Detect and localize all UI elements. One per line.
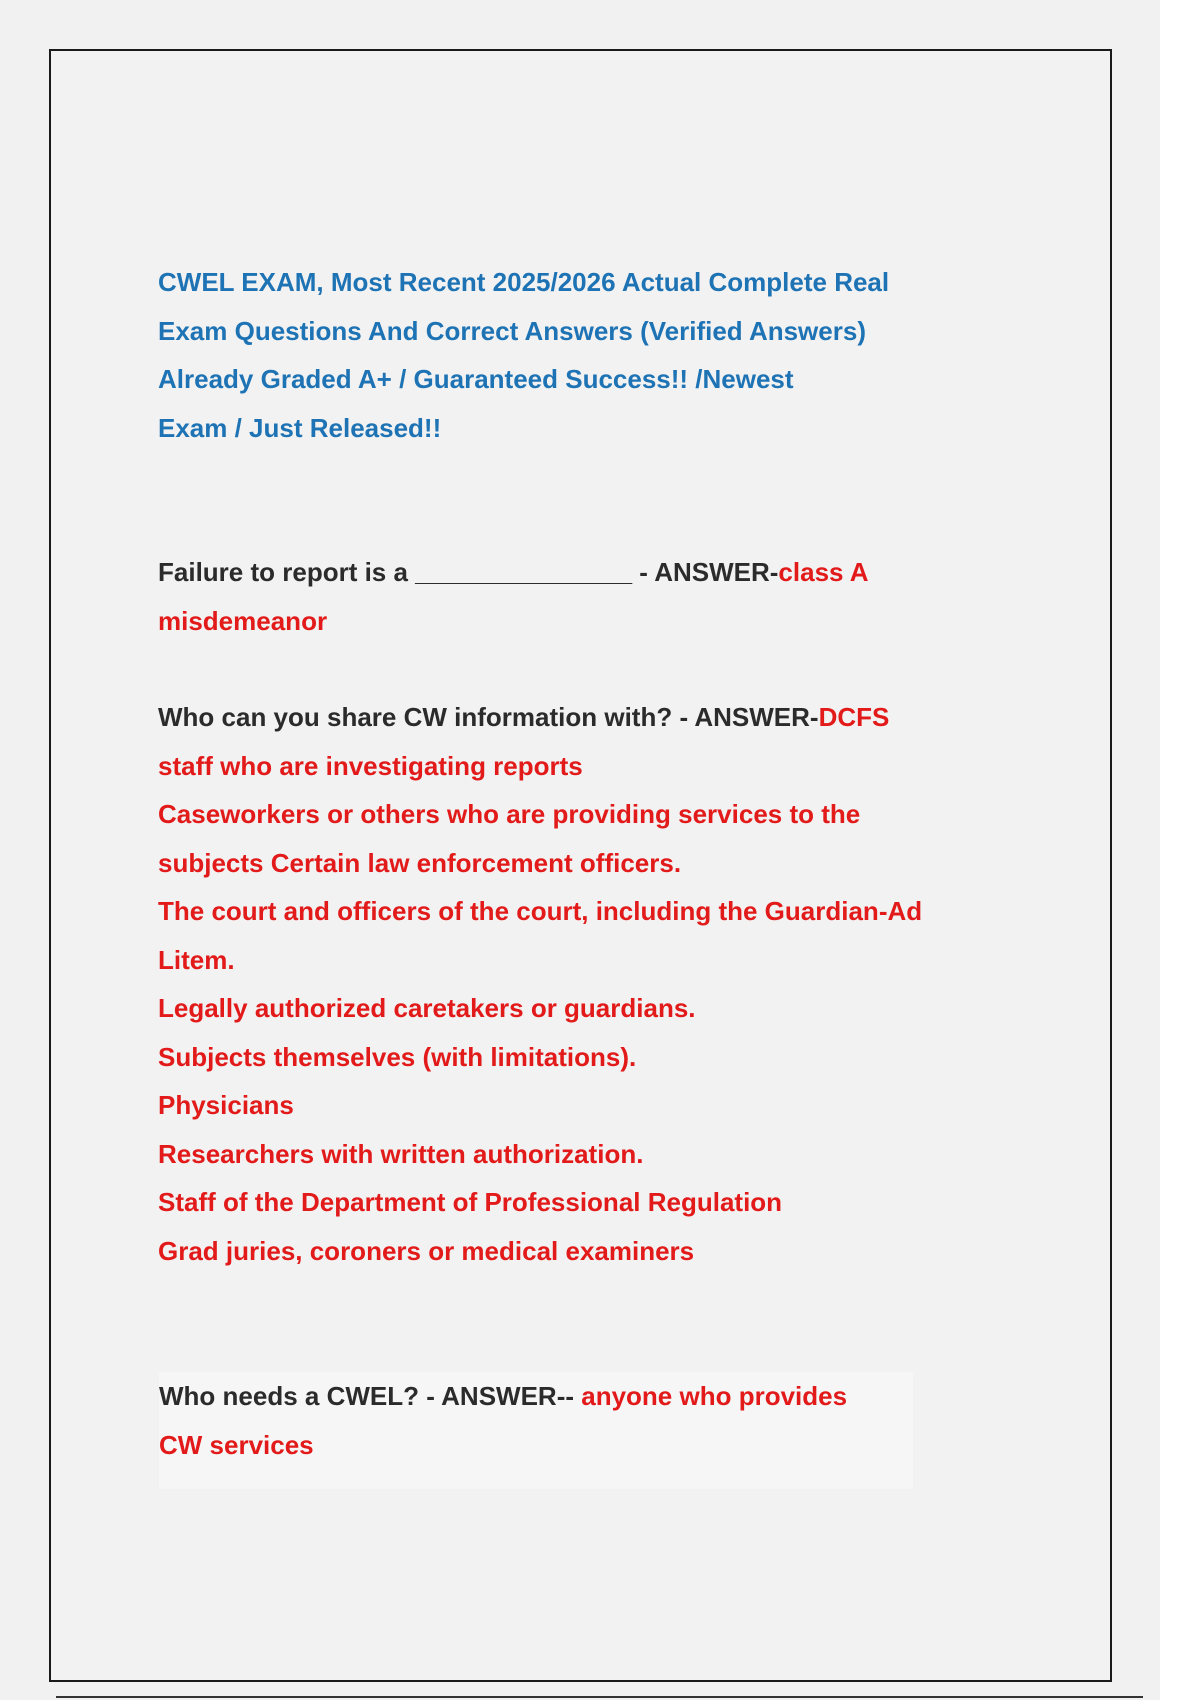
answer-text: DCFS [818, 702, 890, 732]
question-text: Who can you share CW information with? - ANSWER- [158, 702, 819, 732]
title-line: CWEL EXAM, Most Recent 2025/2026 Actual Complete Real [158, 267, 890, 297]
answer-line: Researchers with written authorization. [158, 1138, 644, 1169]
answer-line: Caseworkers or others who are providing services to the [158, 799, 861, 829]
page-edge [1160, 0, 1200, 1700]
question-line [158, 548, 1038, 597]
document-title [158, 258, 1038, 452]
answer-line: staff who are investigating reports [158, 750, 583, 781]
answer-line: CW services [159, 1429, 314, 1460]
answer-line: The court and officers of the court, including the Guardian-Ad [158, 896, 923, 926]
bottom-divider [56, 1696, 1143, 1698]
title-line: Exam / Just Released!! [158, 412, 442, 443]
question-text: Failure to report is a _______________ - ANSWER- [158, 557, 779, 587]
qa-item-failure-to-report [158, 548, 1038, 645]
question-text: Who needs a CWEL? - ANSWER-- [159, 1381, 575, 1411]
answer-line: Staff of the Department of Professional Regulation [158, 1187, 783, 1217]
answer-line: Legally authorized caretakers or guardians. [158, 993, 696, 1023]
question-line [159, 1372, 913, 1421]
answer-line: Grad juries, coroners or medical examiners [158, 1235, 695, 1266]
title-line: Exam Questions And Correct Answers (Verified Answers) [158, 315, 866, 346]
answer-line: Physicians [158, 1090, 294, 1120]
qa-item-share-cw-info [158, 693, 1038, 1275]
answer-line: Subjects themselves (with limitations). [158, 1041, 637, 1072]
qa-item-who-needs-cwel [159, 1372, 913, 1489]
document-body [158, 258, 1038, 1489]
answer-text: class A [778, 557, 869, 587]
answer-text: anyone who provides [574, 1381, 848, 1411]
answer-line: misdemeanor [158, 605, 328, 636]
answer-line: subjects Certain law enforcement officers. [158, 847, 682, 878]
title-line: Already Graded A+ / Guaranteed Success!! /Newest [158, 364, 794, 394]
answer-line: Litem. [158, 944, 235, 975]
question-line [158, 693, 1038, 742]
